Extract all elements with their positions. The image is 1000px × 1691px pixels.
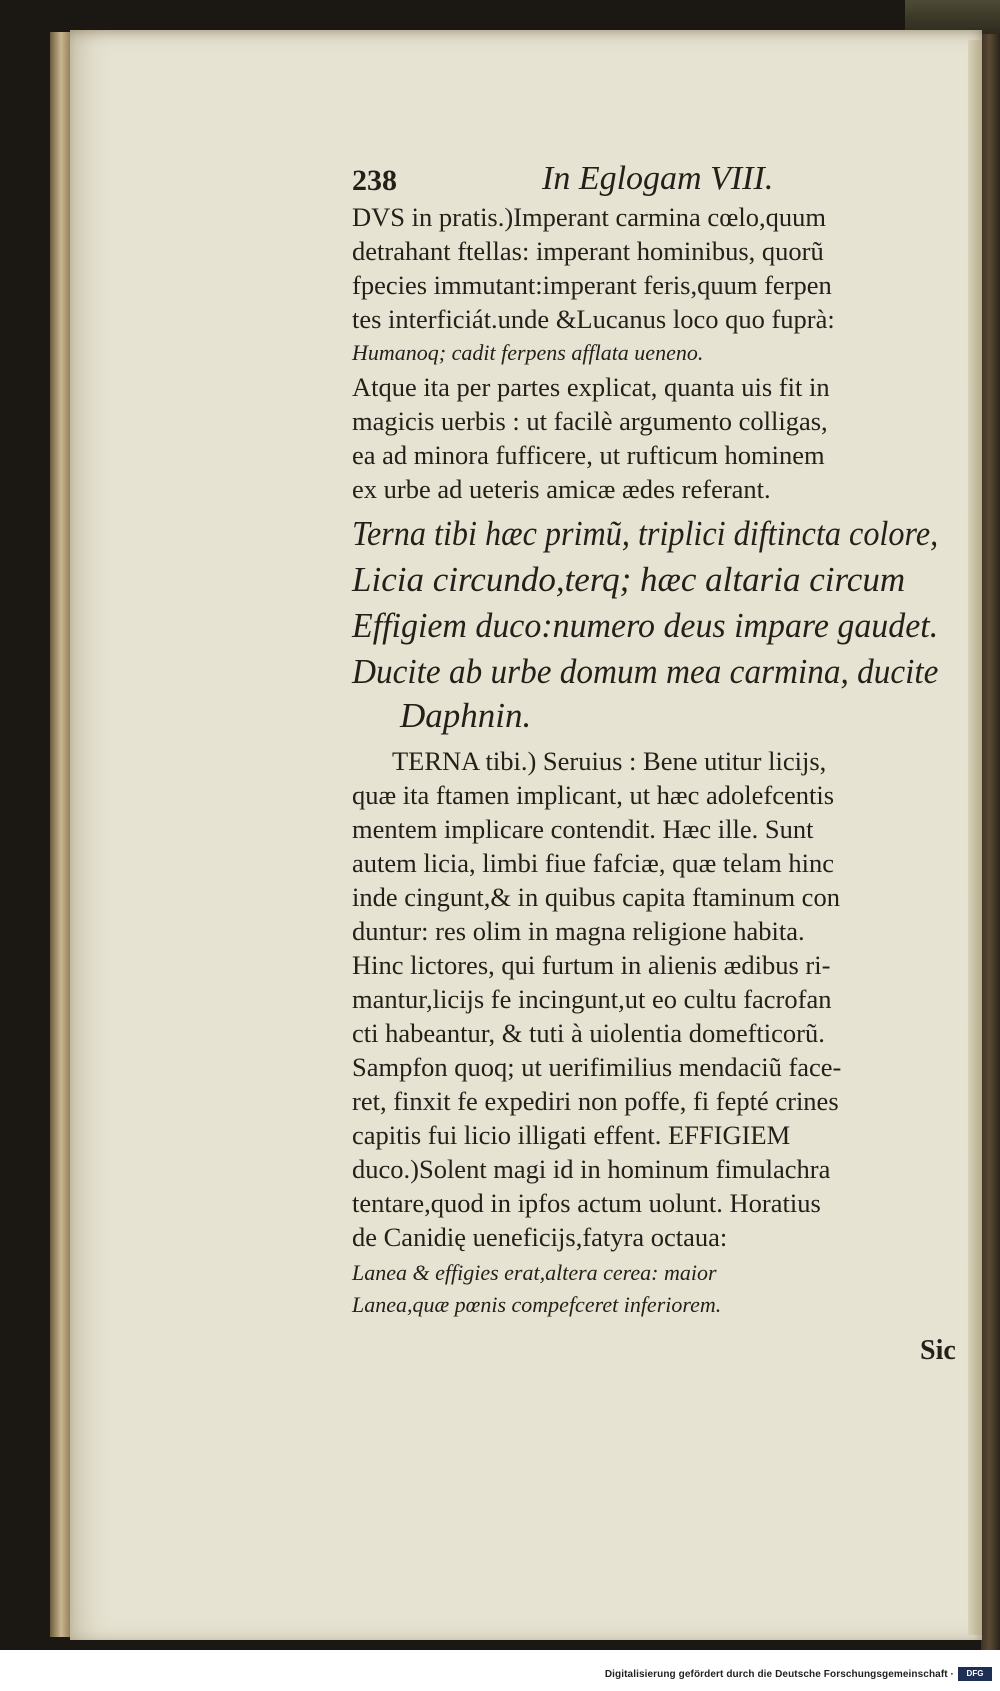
book-board-edge bbox=[981, 0, 1000, 1650]
text-line: inde cingunt,& in quibus capita ftaminum con bbox=[352, 882, 840, 912]
text-line: duco.)Solent magi id in hominum fimulachra bbox=[352, 1154, 831, 1184]
text-line: TERNA tibi.) Seruius : Bene utitur licijs, bbox=[392, 746, 827, 776]
text-line: Atque ita per partes explicat, quanta uis fit in bbox=[352, 372, 830, 402]
text-line: autem licia, limbi fiue fafciæ, quæ telam hinc bbox=[352, 848, 835, 878]
text-line: mentem implicare contendit. Hæc ille. Sunt bbox=[352, 814, 814, 844]
book-board-corner bbox=[905, 0, 1000, 34]
text-line: ret, finxit fe expediri non poffe, fi fepté crines bbox=[352, 1086, 839, 1116]
text-line: ex urbe ad ueteris amicæ ædes referant. bbox=[352, 474, 771, 504]
text-line: duntur: res olim in magna religione habita. bbox=[352, 916, 805, 946]
page-fore-edge bbox=[968, 40, 982, 1635]
verse-quote: Lanea,quæ pœnis compefceret inferiorem. bbox=[352, 1292, 722, 1317]
text-line: fpecies immutant:imperant feris,quum ferpen bbox=[352, 270, 832, 300]
book-gutter bbox=[50, 32, 72, 1637]
poem-line: Effigiem duco:numero deus impare gaudet. bbox=[352, 606, 939, 645]
text-line: magicis uerbis : ut facilè argumento colligas, bbox=[352, 406, 828, 436]
text-line: DVS in pratis.)Imperant carmina cœlo,quum bbox=[352, 202, 826, 232]
verse-quote: Lanea & effigies erat,altera cerea: maior bbox=[352, 1260, 717, 1285]
page-number: 238 bbox=[352, 164, 397, 197]
text-line: cti habeantur, & tuti à uiolentia domefticorũ. bbox=[352, 1018, 825, 1048]
poem-line: Terna tibi hæc primũ, triplici diftincta colore, bbox=[352, 514, 939, 553]
running-head: In Eglogam VIII. bbox=[542, 160, 774, 197]
text-line: Sampfon quoq; ut uerifimilius mendaciũ face- bbox=[352, 1052, 842, 1082]
text-line: de Canidię ueneficijs,fatyra octaua: bbox=[352, 1222, 728, 1252]
poem-line: Licia circundo,terq; hæc altaria circum bbox=[352, 560, 906, 599]
text-line: ea ad minora fufficere, ut rufticum hominem bbox=[352, 440, 825, 470]
text-line: Hinc lictores, qui furtum in alienis ædibus ri- bbox=[352, 950, 831, 980]
digitization-credit: Digitalisierung gefördert durch die Deutsche Forschungsgemeinschaft · bbox=[604, 1669, 954, 1680]
text-line: detrahant ftellas: imperant hominibus, quorũ bbox=[352, 236, 824, 266]
text-line: quæ ita ftamen implicant, ut hæc adolefcentis bbox=[352, 780, 835, 810]
text-line: mantur,licijs fe incingunt,ut eo cultu facrofan bbox=[352, 984, 832, 1014]
text-line: capitis fui licio illigati effent. EFFIGIEM bbox=[352, 1120, 791, 1150]
text-line: tes interficiát.unde &Lucanus loco quo fuprà: bbox=[352, 304, 835, 334]
catchword: Sic bbox=[920, 1335, 956, 1366]
text-line: tentare,quod in ipfos actum uolunt. Horatius bbox=[352, 1188, 821, 1218]
verse-quote: Humanoq; cadit ferpens afflata ueneno. bbox=[352, 340, 704, 365]
dfg-logo: DFG bbox=[958, 1667, 992, 1681]
poem-line: Daphnin. bbox=[400, 696, 532, 735]
poem-line: Ducite ab urbe domum mea carmina, ducite bbox=[352, 652, 939, 691]
